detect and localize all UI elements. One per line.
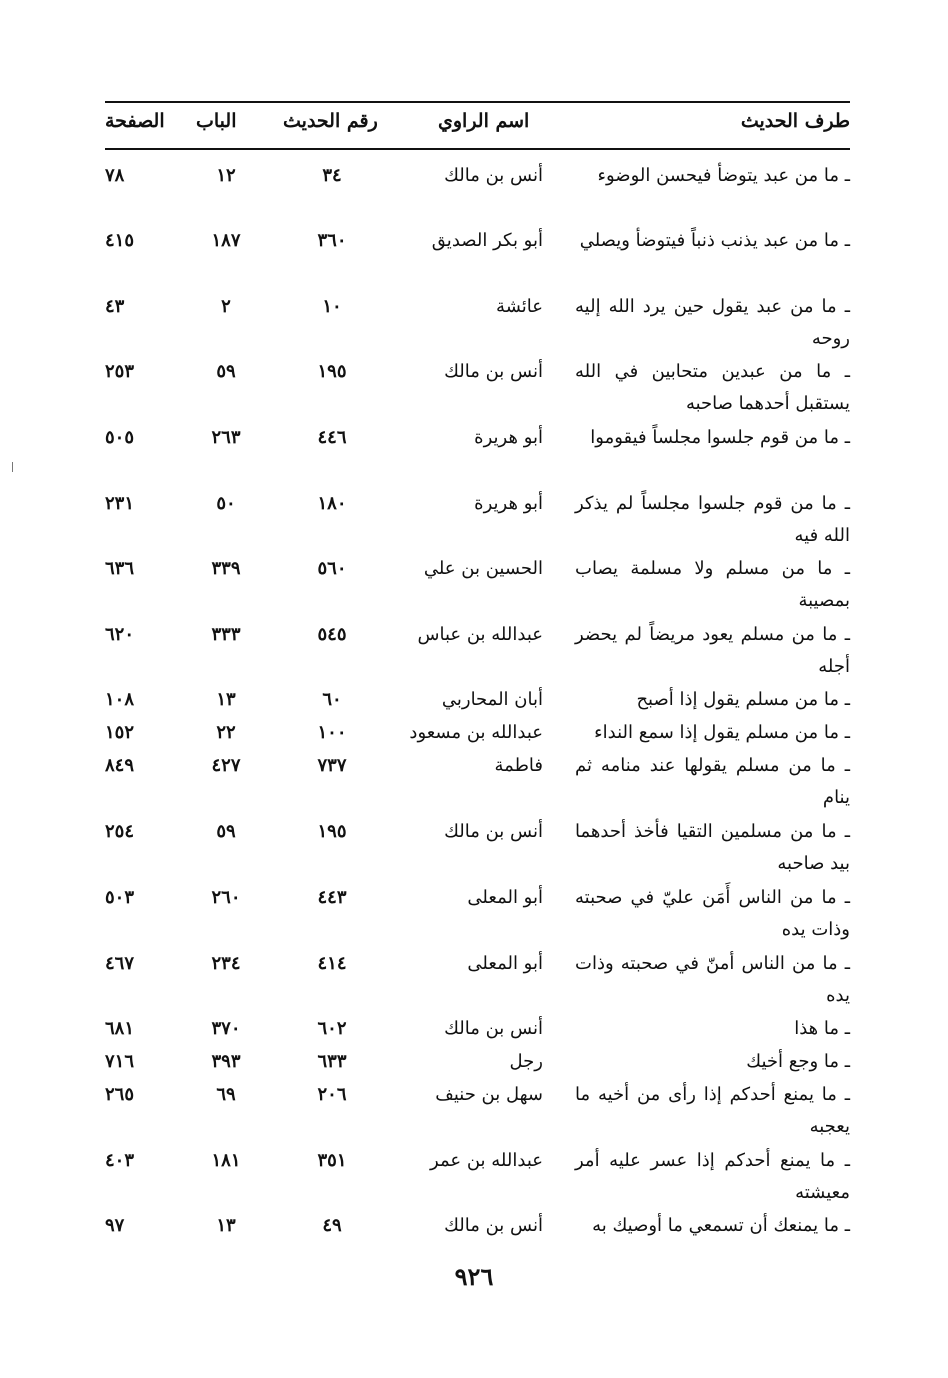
hadith-beginning: ـ ما يمنع أحدكم إذا عسر عليه أمر معيشته — [575, 1150, 850, 1203]
hadith-number: ٣٦٠ — [317, 230, 347, 251]
chapter-number: ٥٩ — [216, 361, 236, 382]
page-ref: ٦٨١ — [105, 1018, 135, 1039]
hadith-number: ٤١٤ — [317, 953, 347, 974]
chapter-number: ٤٢٧ — [211, 755, 241, 776]
narrator-name: عبدالله بن عباس — [417, 624, 543, 645]
narrator-name: أنس بن مالك — [444, 361, 543, 382]
hadith-beginning: ـ ما من عبدين متحابين في الله يستقبل أحدهما صاحبه — [575, 361, 850, 414]
hadith-beginning: ـ ما من مسلم يعود مريضاً لم يحضر أجله — [575, 624, 850, 677]
hadith-beginning: ـ ما هذا — [794, 1018, 850, 1039]
hadith-number: ١٠٠ — [317, 722, 347, 743]
chapter-number: ٢٢ — [216, 722, 236, 743]
page-ref: ٦٢٠ — [105, 624, 135, 645]
header-chapter: الباب — [196, 110, 237, 132]
hadith-number: ٢٠٦ — [317, 1084, 347, 1105]
page-ref: ٤٣ — [105, 296, 125, 317]
page-ref: ٧٨ — [105, 165, 125, 186]
header-bottom-rule — [105, 148, 850, 150]
narrator-name: أبان المحاربي — [441, 689, 543, 710]
chapter-number: ٣٩٣ — [211, 1051, 241, 1072]
hadith-beginning: ـ ما من عبد يتوضأ فيحسن الوضوء — [597, 165, 850, 186]
page-ref: ١٥٢ — [105, 722, 135, 743]
narrator-name: عبدالله بن مسعود — [409, 722, 543, 743]
narrator-name: أنس بن مالك — [444, 165, 543, 186]
header-hadith-beginning: طرف الحديث — [740, 110, 850, 132]
chapter-number: ٢ — [221, 296, 231, 317]
page-ref: ٢٥٤ — [105, 821, 135, 842]
hadith-number: ١٠ — [322, 296, 342, 317]
hadith-number: ٧٣٧ — [317, 755, 347, 776]
page-ref: ٦٣٦ — [105, 558, 135, 579]
hadith-beginning: ـ ما من قوم جلسوا مجلساً لم يذكر الله فيه — [575, 493, 850, 546]
chapter-number: ٥٠ — [216, 493, 236, 514]
narrator-name: أنس بن مالك — [444, 1215, 543, 1236]
page-ref: ٤٦٧ — [105, 953, 135, 974]
page-ref: ٥٠٥ — [105, 427, 135, 448]
hadith-number: ١٩٥ — [317, 821, 347, 842]
chapter-number: ٢٦٠ — [211, 887, 241, 908]
chapter-number: ٣٣٣ — [211, 624, 241, 645]
page-ref: ٧١٦ — [105, 1051, 135, 1072]
chapter-number: ١٨١ — [211, 1150, 241, 1171]
hadith-beginning: ـ ما وجع أخيك — [746, 1051, 850, 1072]
narrator-name: أبو بكر الصديق — [431, 230, 543, 251]
narrator-name: أبو المعلى — [467, 887, 543, 908]
hadith-number: ٤٤٦ — [317, 427, 347, 448]
narrator-name: فاطمة — [494, 755, 543, 776]
page-ref: ١٠٨ — [105, 689, 135, 710]
narrator-name: أبو هريرة — [474, 493, 543, 514]
chapter-number: ١٣ — [216, 689, 236, 710]
header-top-rule — [105, 101, 850, 103]
hadith-beginning: ـ ما من قوم جلسوا مجلساً فيقوموا — [590, 427, 850, 448]
hadith-beginning: ـ ما من الناس أمنّ في صحبته وذات يده — [575, 953, 850, 1006]
hadith-number: ٦٠ — [322, 689, 342, 710]
header-page: الصفحة — [105, 110, 165, 132]
page-ref: ٥٠٣ — [105, 887, 135, 908]
page-ref: ٤١٥ — [105, 230, 135, 251]
hadith-beginning: ـ ما من مسلمين التقيا فأخذ أحدهما بيد صاحبه — [575, 821, 850, 874]
hadith-beginning: ـ ما من مسلم يقول إذا أصبح — [636, 689, 850, 710]
chapter-number: ٥٩ — [216, 821, 236, 842]
page-ref: ٢٥٣ — [105, 361, 135, 382]
page-number: ٩٢٦ — [454, 1262, 494, 1291]
chapter-number: ٦٩ — [216, 1084, 236, 1105]
chapter-number: ١٢ — [216, 165, 236, 186]
narrator-name: أبو هريرة — [474, 427, 543, 448]
page-ref: ٤٠٣ — [105, 1150, 135, 1171]
page-ref: ٢٦٥ — [105, 1084, 135, 1105]
narrator-name: الحسين بن علي — [423, 558, 543, 579]
hadith-number: ١٨٠ — [317, 493, 347, 514]
hadith-number: ٤٩ — [322, 1215, 342, 1236]
narrator-name: عبدالله بن عمر — [430, 1150, 543, 1171]
hadith-beginning: ـ ما يمنعك أن تسمعي ما أوصيك به — [592, 1215, 850, 1236]
page-ref: ٩٧ — [105, 1215, 125, 1236]
hadith-beginning: ـ ما من الناس أَمَن عليّ في صحبته وذات يده — [575, 887, 850, 940]
hadith-number: ٥٤٥ — [317, 624, 347, 645]
narrator-name: سهل بن حنيف — [435, 1084, 543, 1105]
chapter-number: ٣٧٠ — [211, 1018, 241, 1039]
narrator-name: أنس بن مالك — [444, 1018, 543, 1039]
hadith-number: ٦٠٢ — [317, 1018, 347, 1039]
hadith-beginning: ـ ما من عبد يذنب ذنباً فيتوضأ ويصلي — [579, 230, 850, 251]
narrator-name: عائشة — [496, 296, 543, 317]
hadith-number: ١٩٥ — [317, 361, 347, 382]
chapter-number: ٣٣٩ — [211, 558, 241, 579]
header-hadith-number: رقم الحديث — [283, 110, 378, 132]
hadith-number: ٤٤٣ — [317, 887, 347, 908]
hadith-beginning: ـ ما يمنع أحدكم إذا رأى من أخيه ما يعجبه — [575, 1084, 850, 1137]
page-ref: ٨٤٩ — [105, 755, 135, 776]
hadith-number: ٣٤ — [322, 165, 342, 186]
narrator-name: رجل — [509, 1051, 543, 1072]
chapter-number: ٢٦٣ — [211, 427, 241, 448]
narrator-name: أنس بن مالك — [444, 821, 543, 842]
hadith-number: ٦٣٣ — [317, 1051, 347, 1072]
hadith-beginning: ـ ما من عبد يقول حين يرد الله إليه روحه — [575, 296, 850, 349]
hadith-number: ٣٥١ — [317, 1150, 347, 1171]
hadith-beginning: ـ ما من مسلم ولا مسلمة يصاب بمصيبة — [575, 558, 850, 611]
page-ref: ٢٣١ — [105, 493, 135, 514]
hadith-number: ٥٦٠ — [317, 558, 347, 579]
narrator-name: أبو المعلى — [467, 953, 543, 974]
chapter-number: ١٣ — [216, 1215, 236, 1236]
chapter-number: ٢٣٤ — [211, 953, 241, 974]
margin-mark — [12, 462, 13, 472]
hadith-beginning: ـ ما من مسلم يقول إذا سمع النداء — [594, 722, 850, 743]
header-narrator-name: اسم الراوي — [438, 110, 530, 132]
chapter-number: ١٨٧ — [211, 230, 241, 251]
hadith-beginning: ـ ما من مسلم يقولها عند منامه ثم ينام — [575, 755, 850, 808]
